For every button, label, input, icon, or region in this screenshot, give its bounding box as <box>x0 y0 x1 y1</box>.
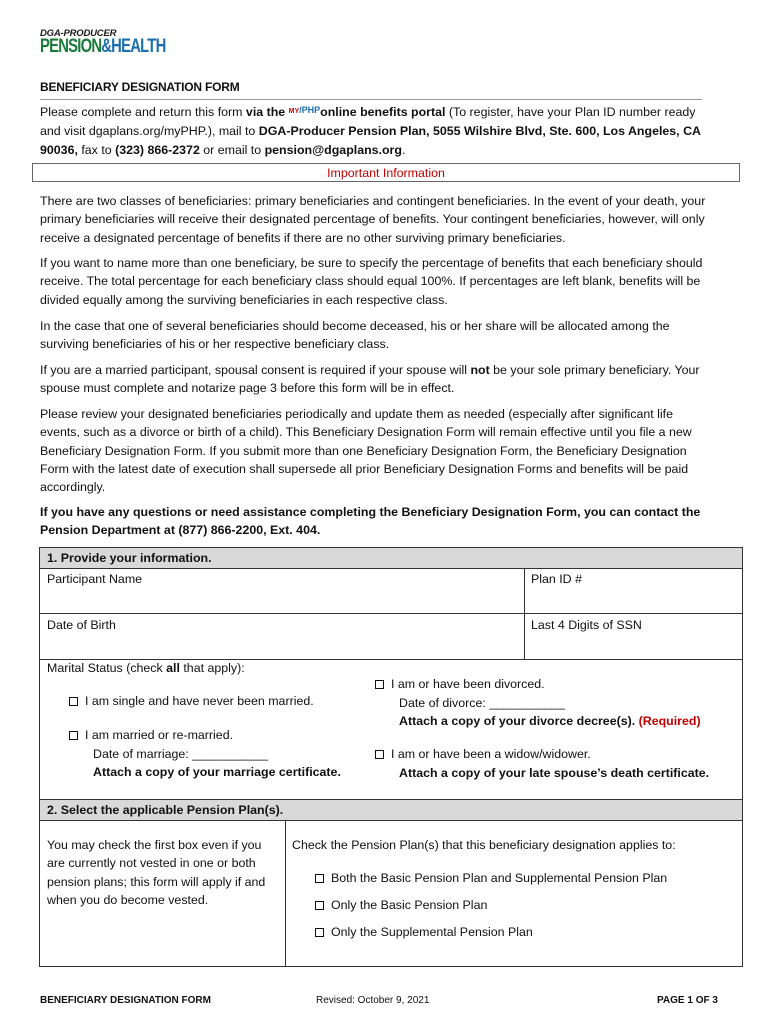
important-info-header: Important Information <box>32 163 740 182</box>
checkbox[interactable] <box>375 750 384 759</box>
checkbox[interactable] <box>69 731 78 740</box>
paragraph-review: Please review your designated beneficiaries periodically and update them as needed (especially after significant life events, such as a divorce or birth of a child). This Beneficiary Designation Form will remain effective until you file a new Beneficiary Designation Form. If you submit more than one Beneficiary Designation Form, the Beneficiary Designation Form with the latest date of execution shall supersede all prior Beneficiary Designation Forms and benefits will be paid accordingly. <box>40 407 692 495</box>
footer-form-name: BENEFICIARY DESIGNATION FORM <box>40 995 211 1006</box>
section-provide-information <box>39 547 743 800</box>
required-note: (Required) <box>638 714 701 728</box>
intro-text: Please complete and return this form via the MY/PHPonline benefits portal (To register, have your Plan ID number ready and visit dgaplans.org/myPHP.), mail to DGA-Producer Pension Plan, 5055 Wilshire Blvd, Ste. 600, Los Angeles, CA 90036, fax to (323) 866-2372 or email to pension@dgaplans.org. <box>40 101 706 160</box>
title-divider <box>40 99 702 100</box>
checkbox[interactable] <box>315 901 324 910</box>
checkbox[interactable] <box>315 928 324 937</box>
option-supplemental-plan[interactable]: Only the Supplemental Pension Plan <box>315 923 533 942</box>
option-single[interactable]: I am single and have never been married. <box>69 692 314 711</box>
attach-death-note: Attach a copy of your late spouse’s death certificate. <box>399 765 710 780</box>
marital-status-label: Marital Status (check all that apply): <box>47 661 245 675</box>
logo-line1: DGA-PRODUCER <box>40 28 117 39</box>
attach-marriage-note: Attach a copy of your marriage certificate. <box>93 765 341 779</box>
logo-line2: PENSION&HEALTH <box>40 36 166 57</box>
option-widow[interactable]: I am or have been a widow/widower. Attach a copy of your late spouse’s death certificate. <box>375 745 709 782</box>
email-link[interactable]: pension@dgaplans.org <box>264 143 402 157</box>
option-divorced[interactable]: I am or have been divorced. Date of divorce: ___________ Attach a copy of your divorce decree(s). (Required) <box>375 675 701 731</box>
checkbox[interactable] <box>315 874 324 883</box>
paragraph-percentages: If you want to name more than one beneficiary, be sure to specify the percentage of benefits that each beneficiary should receive. The total percentage for each beneficiary class should equal 100%. If percentages are left blank, benefits will be divided equally among the surviving beneficiaries in each respective class. <box>40 256 703 307</box>
attach-divorce-note: Attach a copy of your divorce decree(s). <box>399 714 636 728</box>
option-married[interactable]: I am married or re-married. Date of marriage: ___________ Attach a copy of your marriage certificate. <box>69 726 341 782</box>
form-title: BENEFICIARY DESIGNATION FORM <box>40 80 240 94</box>
paragraph-deceased: In the case that one of several beneficiaries should become deceased, his or her share will be allocated among the surviving beneficiaries of his or her respective beneficiary class. <box>40 319 670 352</box>
date-of-divorce-field[interactable]: Date of divorce: ___________ <box>399 695 566 710</box>
checkbox[interactable] <box>69 697 78 706</box>
paragraph-spousal-consent: If you are a married participant, spousal consent is required if your spouse will not be your sole primary beneficiary. Your spouse must complete and notarize page 3 before this form will be in effect. <box>40 363 700 396</box>
paragraph-contact: If you have any questions or need assistance completing the Beneficiary Designation Form, you can contact the Pension Department at (877) 866-2200, Ext. 404. <box>40 505 701 538</box>
logo <box>40 28 166 64</box>
section-select-pension-plan <box>39 799 743 967</box>
vesting-note: You may check the first box even if you are currently not vested in one or both pension plans; this form will apply if and when you do become vested. <box>47 838 266 907</box>
section2-header: 2. Select the applicable Pension Plan(s). <box>40 800 742 821</box>
date-of-birth-field[interactable]: Date of Birth <box>47 618 116 632</box>
option-both-plans[interactable]: Both the Basic Pension Plan and Supplemental Pension Plan <box>315 869 667 888</box>
footer-page-number: PAGE 1 OF 3 <box>657 995 718 1006</box>
option-basic-plan[interactable]: Only the Basic Pension Plan <box>315 896 487 915</box>
footer-revised-date: Revised: October 9, 2021 <box>316 995 430 1006</box>
paragraph-beneficiary-classes: There are two classes of beneficiaries: primary beneficiaries and contingent beneficiaries. In the event of your death, your primary beneficiaries will receive their designated percentage of benefits. Your contingent beneficiaries, however, will only receive a designated percentage of benefits if there are no other surviving primary beneficiaries. <box>40 194 706 245</box>
checkbox[interactable] <box>375 680 384 689</box>
participant-name-field[interactable]: Participant Name <box>47 572 143 586</box>
section1-header: 1. Provide your information. <box>40 548 742 569</box>
plan-id-field[interactable]: Plan ID # <box>531 572 582 586</box>
ssn-last4-field[interactable]: Last 4 Digits of SSN <box>531 618 642 632</box>
myphp-logo: MY/PHP <box>288 105 321 115</box>
date-of-marriage-field[interactable]: Date of marriage: ___________ <box>93 746 268 761</box>
plan-instruction: Check the Pension Plan(s) that this beneficiary designation applies to: <box>292 838 676 852</box>
